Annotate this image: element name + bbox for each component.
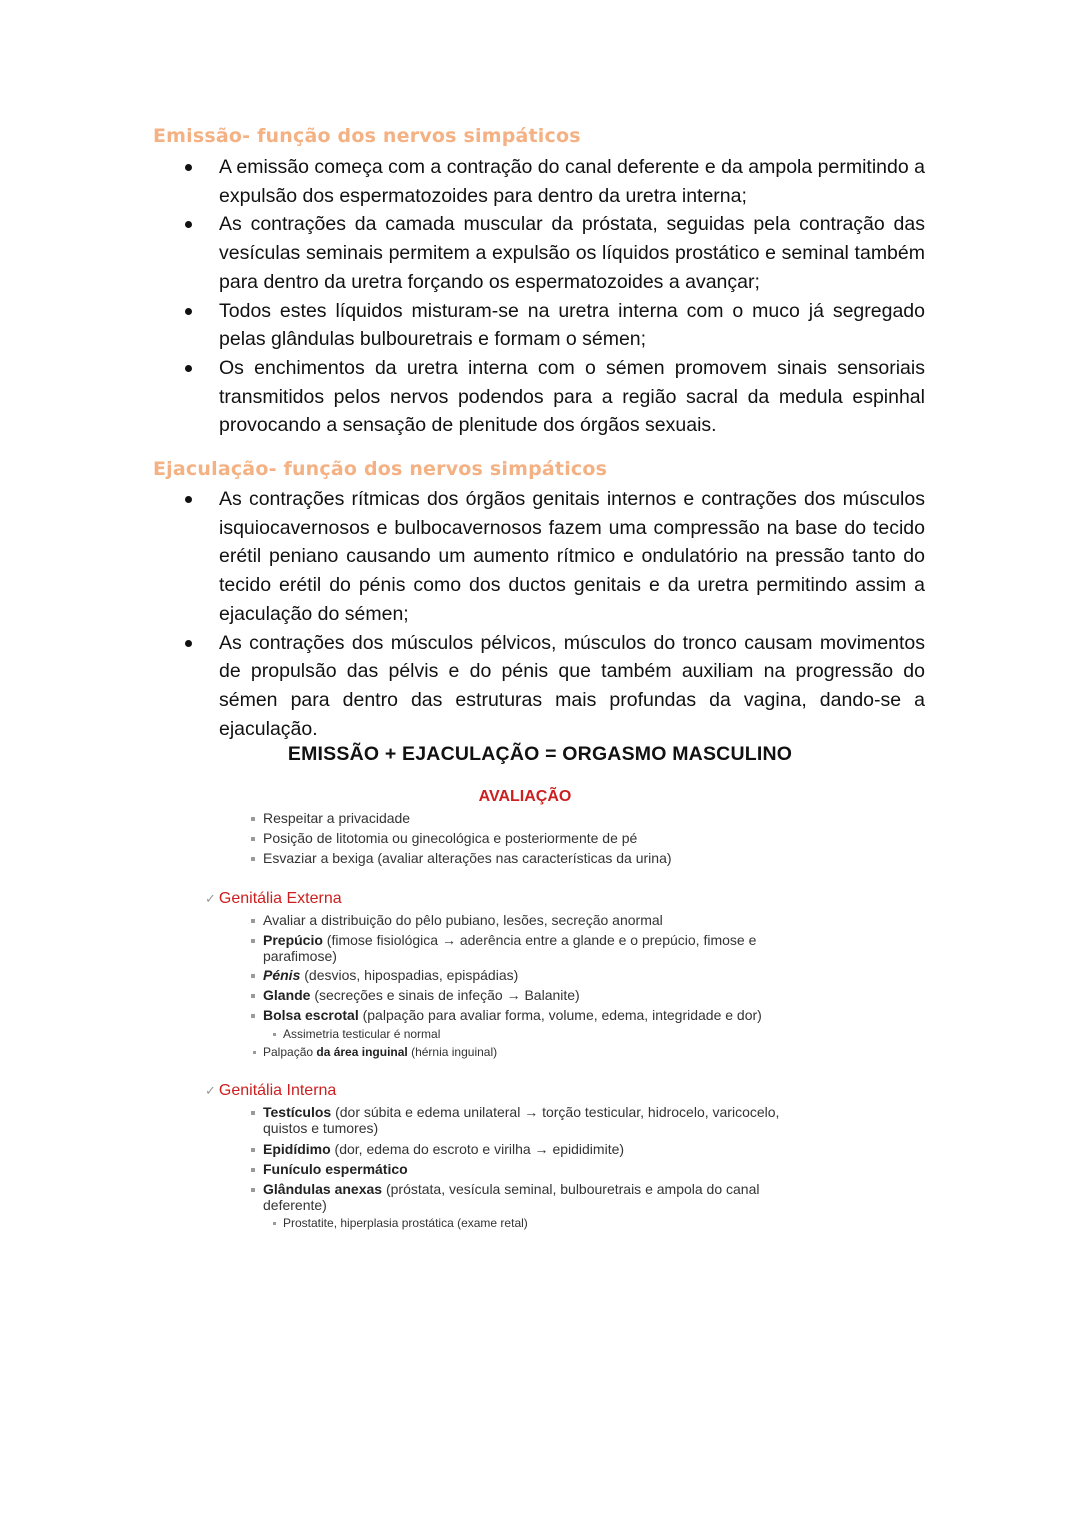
- ejaculacao-heading: Ejaculação- função dos nervos simpáticos: [153, 458, 608, 480]
- list-item-text: (hérnia inguinal): [407, 1045, 498, 1059]
- sub-list-item: [283, 1216, 528, 1230]
- bullet-icon: [185, 164, 192, 171]
- bullet-icon: [253, 1051, 256, 1054]
- term: Epidídimo: [263, 1141, 331, 1157]
- bullet-icon: [251, 837, 255, 841]
- list-item: [263, 967, 518, 983]
- term: da área inguinal: [316, 1045, 408, 1059]
- term: Prepúcio: [263, 932, 323, 948]
- term: Bolsa escrotal: [263, 1007, 359, 1023]
- bullet-icon: [185, 365, 192, 372]
- list-item: [185, 210, 925, 296]
- list-item-text: Prostatite, hiperplasia prostática (exame retal): [283, 1216, 528, 1230]
- bullet-icon: [251, 1188, 255, 1192]
- avaliacao-slide: [205, 786, 845, 1236]
- bullet-icon: [251, 939, 255, 943]
- list-item: [185, 485, 925, 629]
- list-item: [263, 987, 580, 1003]
- term: Glande: [263, 987, 311, 1003]
- list-item-text: Todos estes líquidos misturam-se na uretra interna com o muco já segregado pelas glândulas bulbouretrais e formam o sémen;: [219, 299, 925, 351]
- list-item-text: (palpação para avaliar forma, volume, edema, integridade e dor): [358, 1007, 762, 1023]
- sub-list-item: [283, 1027, 440, 1041]
- list-item-text: Posição de litotomia ou ginecológica e posteriormente de pé: [263, 830, 638, 846]
- list-item: [263, 810, 410, 826]
- bullet-icon: [273, 1222, 276, 1225]
- equation-title: EMISSÃO + EJACULAÇÃO = ORGASMO MASCULINO: [287, 743, 793, 765]
- emissao-heading: Emissão- função dos nervos simpáticos: [153, 125, 581, 147]
- list-item-text: Avaliar a distribuição do pêlo pubiano, lesões, secreção anormal: [263, 912, 663, 928]
- ejaculacao-list: [185, 485, 925, 743]
- list-item: [185, 153, 925, 210]
- list-item-continuation: parafimose): [263, 948, 337, 964]
- list-item-text: (dor, edema do escroto e virilha → epididimite): [330, 1141, 625, 1157]
- term: Funículo espermático: [263, 1161, 408, 1177]
- check-icon: ✓: [205, 891, 216, 906]
- list-item-text: (desvios, hipospadias, epispádias): [300, 967, 519, 983]
- list-item-continuation: quistos e tumores): [263, 1120, 379, 1136]
- bullet-icon: [251, 974, 255, 978]
- bullet-icon: [185, 221, 192, 228]
- heading-text: Genitália Externa: [218, 890, 342, 907]
- bullet-icon: [251, 919, 255, 923]
- bullet-icon: [185, 308, 192, 315]
- genitalia-interna-heading: [205, 1082, 336, 1100]
- list-item: [263, 830, 637, 846]
- list-item-text: (secreções e sinais de infeção → Balanite): [310, 987, 580, 1003]
- list-item-text: (dor súbita e edema unilateral → torção testicular, hidrocelo, varicocelo,: [331, 1104, 780, 1120]
- list-item-text: Assimetria testicular é normal: [283, 1027, 441, 1041]
- list-item: [263, 1181, 760, 1197]
- slide-title: AVALIAÇÃO: [478, 788, 572, 805]
- genitalia-externa-heading: [205, 890, 342, 908]
- bullet-icon: [251, 857, 255, 861]
- list-item-text: As contrações rítmicas dos órgãos genitais internos e contrações dos músculos isquiocavernosos e bulbocavernosos fazem uma compressão na base do tecido erétil peniano causando um aumento rítmico e ondulatório na pressão tanto do tecido erétil do pénis como dos ductos genitais e da uretra permitindo assim a ejaculação do sémen;: [219, 488, 925, 625]
- emissao-list: [185, 153, 925, 440]
- list-item-text: Respeitar a privacidade: [263, 810, 411, 826]
- term: Glândulas anexas: [263, 1181, 383, 1197]
- list-item-text: As contrações da camada muscular da próstata, seguidas pela contração das vesículas seminais permitem a expulsão os líquidos prostático e seminal também para dentro da uretra forçando os espermatozoides a avançar;: [219, 213, 925, 293]
- bullet-icon: [273, 1033, 276, 1036]
- list-item: [185, 297, 925, 354]
- bullet-icon: [251, 994, 255, 998]
- list-item-text: (fimose fisiológica → aderência entre a glande e o prepúcio, fimose e: [322, 932, 757, 948]
- list-item: [263, 932, 756, 948]
- list-item: [185, 629, 925, 744]
- list-item: [263, 1141, 624, 1157]
- check-icon: ✓: [205, 1083, 216, 1098]
- bullet-icon: [251, 817, 255, 821]
- list-item-text: (próstata, vesícula seminal, bulbouretrais e ampola do canal: [382, 1181, 760, 1197]
- bullet-icon: [251, 1014, 255, 1018]
- bullet-icon: [251, 1168, 255, 1172]
- list-item: [263, 850, 672, 866]
- term: Pénis: [263, 967, 301, 983]
- heading-text: Genitália Interna: [218, 1082, 337, 1099]
- list-item-text: Palpação: [263, 1045, 317, 1059]
- bullet-icon: [251, 1148, 255, 1152]
- list-item: [263, 1007, 762, 1023]
- bullet-icon: [185, 496, 192, 503]
- list-item-text: As contrações dos músculos pélvicos, músculos do tronco causam movimentos de propulsão das pélvis e do pénis que também auxiliam na progressão do sémen para dentro das estruturas mais profundas da vagina, dando-se a ejaculação.: [219, 631, 925, 740]
- list-item-text: Esvaziar a bexiga (avaliar alterações nas características da urina): [263, 850, 672, 866]
- list-item: [263, 1045, 497, 1059]
- bullet-icon: [251, 1111, 255, 1115]
- list-item: [185, 354, 925, 440]
- list-item-text: A emissão começa com a contração do canal deferente e da ampola permitindo a expulsão dos espermatozoides para dentro da uretra interna;: [219, 156, 925, 207]
- list-item: [263, 912, 663, 928]
- bullet-icon: [185, 640, 192, 647]
- list-item: [263, 1104, 779, 1120]
- list-item-text: Os enchimentos da uretra interna com o sémen promovem sinais sensoriais transmitidos pelos nervos podendos para a região sacral da medula espinhal provocando a sensação de plenitude dos órgãos sexuais.: [219, 356, 925, 437]
- list-item: [263, 1161, 408, 1177]
- term: Testículos: [263, 1104, 332, 1120]
- list-item-continuation: deferente): [263, 1197, 327, 1213]
